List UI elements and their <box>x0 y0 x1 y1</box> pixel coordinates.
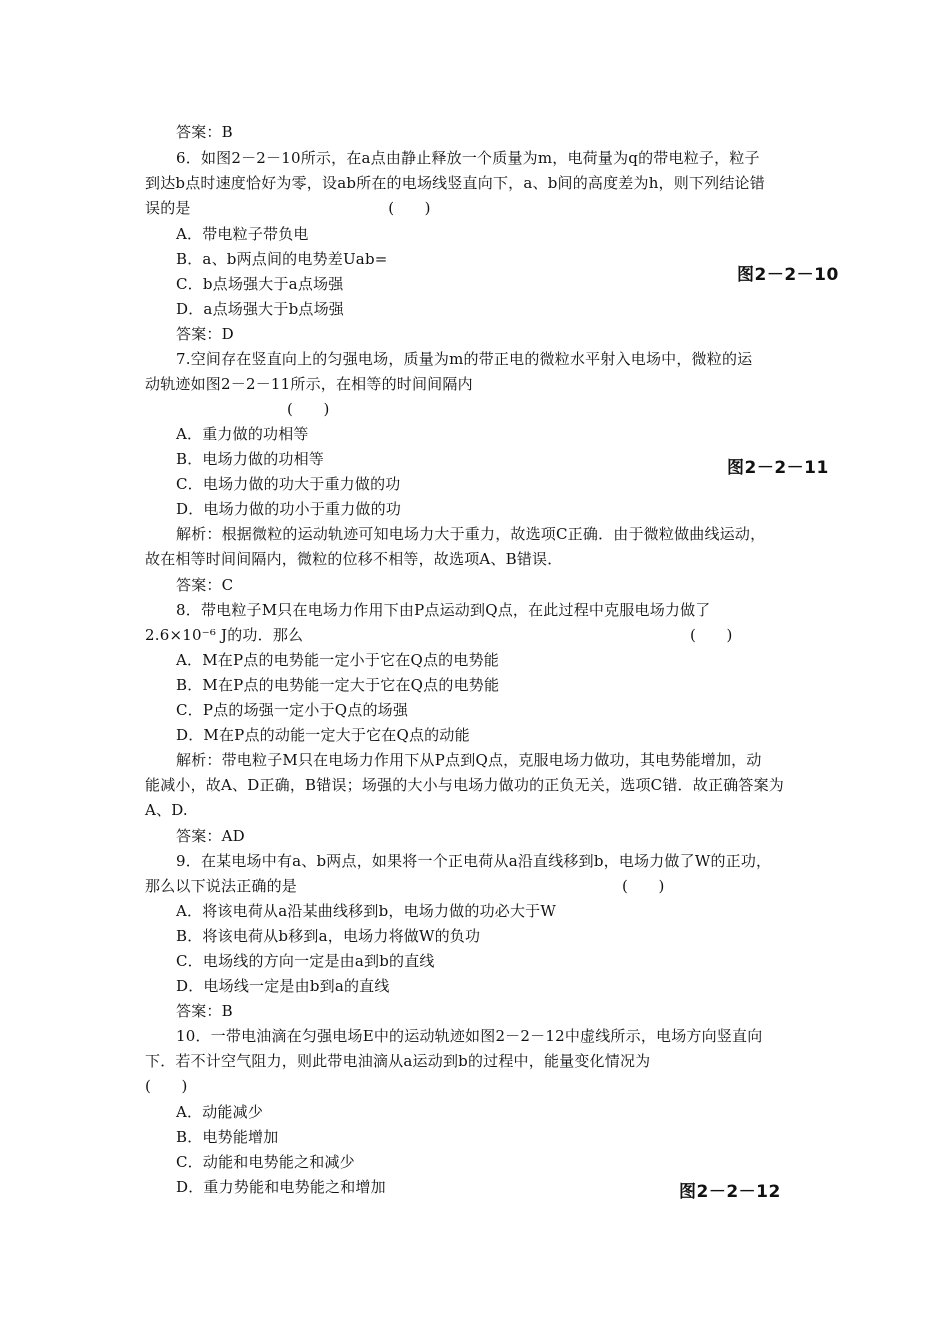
answer-6: 答案：D <box>176 325 234 343</box>
question-10-line-1: 10．一带电油滴在匀强电场E中的运动轨迹如图2－2－12中虚线所示，电场方向竖直向 <box>176 1027 763 1045</box>
figure-label-2-2-10: 图2－2－10 <box>737 265 839 285</box>
question-8-option-a: A．M在P点的电势能一定小于它在Q点的电势能 <box>176 651 499 669</box>
figure-label-2-2-12: 图2－2－12 <box>679 1182 781 1202</box>
analysis-8-line-3: A、D. <box>145 801 188 819</box>
question-10-option-d: D．重力势能和电势能之和增加 <box>176 1178 386 1196</box>
question-7-option-a: A．重力做的功相等 <box>176 425 309 443</box>
analysis-7-line-2: 故在相等时间间隔内，微粒的位移不相等，故选项A、B错误． <box>145 550 563 568</box>
question-9-option-a: A．将该电荷从a沿某曲线移到b，电场力做的功必大于W <box>176 902 556 920</box>
question-8-line-1: 8．带电粒子M只在电场力作用下由P点运动到Q点，在此过程中克服电场力做了 <box>176 601 711 619</box>
question-10-line-2: 下．若不计空气阻力，则此带电油滴从a运动到b的过程中，能量变化情况为 <box>145 1052 651 1070</box>
question-8-line-2: 2.6×10⁻⁶ J的功．那么 <box>145 626 304 644</box>
question-9-line-1: 9．在某电场中有a、b两点，如果将一个正电荷从a沿直线移到b，电场力做了W的正功， <box>176 852 772 870</box>
answer-9: 答案：B <box>176 1002 233 1020</box>
question-9-option-b: B．将该电荷从b移到a，电场力将做W的负功 <box>176 927 481 945</box>
analysis-7-line-1: 解析：根据微粒的运动轨迹可知电场力大于重力，故选项C正确．由于微粒做曲线运动， <box>176 525 766 543</box>
question-8-option-b: B．M在P点的电势能一定大于它在Q点的电势能 <box>176 676 500 694</box>
question-10-blank: ( ) <box>145 1077 188 1095</box>
question-9-blank: ( ) <box>622 877 665 895</box>
question-7-line-1: 7.空间存在竖直向上的匀强电场，质量为m的带正电的微粒水平射入电场中，微粒的运 <box>176 350 753 368</box>
question-6-line-3: 误的是 ( ) <box>145 199 431 217</box>
question-6-option-a: A．带电粒子带负电 <box>176 225 309 243</box>
question-7-line-2: 动轨迹如图2－2－11所示，在相等的时间间隔内 <box>145 375 473 393</box>
question-10-option-a: A．动能减少 <box>176 1103 264 1121</box>
analysis-8-line-2: 能减小，故A、D正确，B错误；场强的大小与电场力做功的正负无关，选项C错．故正确答案为 <box>145 776 784 794</box>
question-10-option-c: C．动能和电势能之和减少 <box>176 1153 355 1171</box>
question-6-line-2: 到达b点时速度恰好为零，设ab所在的电场线竖直向下，a、b间的高度差为h，则下列结论错 <box>145 174 765 192</box>
question-7-option-c: C．电场力做的功大于重力做的功 <box>176 475 401 493</box>
question-8-option-d: D．M在P点的动能一定大于它在Q点的动能 <box>176 726 470 744</box>
question-7-option-d: D．电场力做的功小于重力做的功 <box>176 500 402 518</box>
question-10-option-b: B．电势能增加 <box>176 1128 279 1146</box>
answer-7: 答案：C <box>176 576 234 594</box>
question-9-option-d: D．电场线一定是由b到a的直线 <box>176 977 390 995</box>
analysis-8-line-1: 解析：带电粒子M只在电场力作用下从P点到Q点，克服电场力做功，其电势能增加，动 <box>176 751 762 769</box>
question-7-blank: ( ) <box>287 400 330 418</box>
question-9-option-c: C．电场线的方向一定是由a到b的直线 <box>176 952 435 970</box>
answer-5: 答案：B <box>176 123 233 141</box>
question-7-option-b: B．电场力做的功相等 <box>176 450 325 468</box>
question-6-option-b: B．a、b两点间的电势差Uab= <box>176 250 388 268</box>
question-6-line-1: 6．如图2－2－10所示，在a点由静止释放一个质量为m，电荷量为q的带电粒子，粒子 <box>176 149 760 167</box>
question-8-option-c: C．P点的场强一定小于Q点的场强 <box>176 701 409 719</box>
question-6-option-c: C．b点场强大于a点场强 <box>176 275 344 293</box>
question-8-blank: ( ) <box>690 626 733 644</box>
answer-8: 答案：AD <box>176 827 245 845</box>
question-9-line-2: 那么以下说法正确的是 <box>145 877 298 895</box>
question-6-option-d: D．a点场强大于b点场强 <box>176 300 344 318</box>
figure-label-2-2-11: 图2－2－11 <box>727 458 829 478</box>
